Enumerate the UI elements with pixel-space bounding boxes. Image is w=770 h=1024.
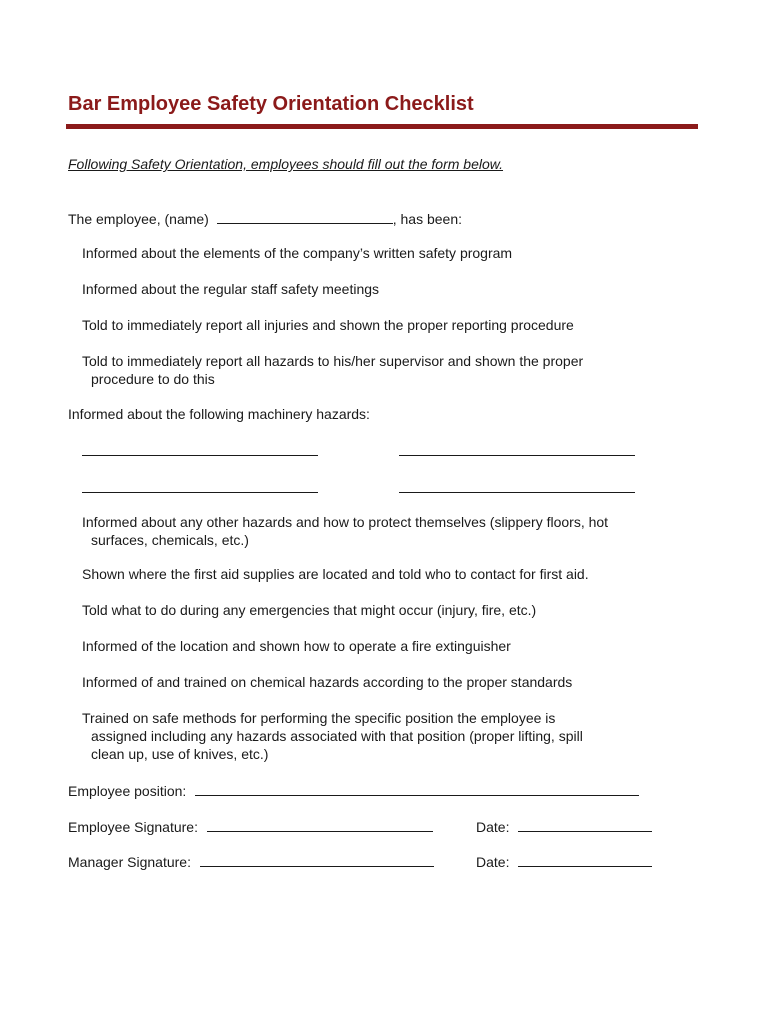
document-title: Bar Employee Safety Orientation Checklist	[68, 93, 474, 115]
checklist-item-staff-meetings	[68, 281, 379, 297]
machinery-hazard-4	[385, 478, 635, 496]
manager-date-field[interactable]	[518, 852, 652, 867]
checklist-item-text: Informed of the location and shown how to operate a fire extinguisher	[82, 638, 511, 654]
checklist-item-safe-methods	[68, 709, 583, 763]
title-rule	[66, 124, 698, 129]
employee-name-line	[68, 209, 462, 227]
checklist-item-safety-program	[68, 245, 512, 261]
manager-signature-field[interactable]	[200, 852, 434, 867]
employee-position-field[interactable]	[195, 781, 639, 796]
employee-position-label: Employee position:	[68, 783, 187, 799]
machinery-hazard-3	[68, 478, 318, 496]
date-label: Date:	[476, 854, 510, 870]
employee-name-field[interactable]	[217, 209, 393, 224]
checklist-item-other-hazards	[68, 513, 608, 549]
checklist-item-text: Informed about any other hazards and how to protect themselves (slippery floors, hot	[82, 514, 609, 530]
intro-text: Following Safety Orientation, employees should fill out the form below.	[68, 156, 504, 172]
machinery-hazard-2	[385, 441, 635, 459]
manager-date-row	[476, 852, 652, 870]
checklist-item-chemical-hazards	[68, 674, 572, 690]
checklist-item-text: Shown where the first aid supplies are located and told who to contact for first aid.	[82, 566, 589, 582]
checklist-item-text: Trained on safe methods for performing the specific position the employee is	[82, 710, 556, 726]
machinery-hazard-field[interactable]	[399, 478, 635, 493]
checklist-item-text-cont: surfaces, chemicals, etc.)	[91, 532, 249, 548]
checklist-item-text: Told what to do during any emergencies that might occur (injury, fire, etc.)	[82, 602, 537, 618]
checklist-item-first-aid	[68, 566, 589, 582]
employee-date-field[interactable]	[518, 817, 652, 832]
checklist-item-report-hazards	[68, 352, 583, 388]
checklist-item-report-injuries	[68, 317, 574, 333]
employee-signature-field[interactable]	[207, 817, 433, 832]
employee-signature-row	[68, 817, 433, 835]
checklist-item-text: Informed about the regular staff safety meetings	[82, 281, 380, 297]
checklist-item-text: Informed about the elements of the company’s written safety program	[82, 245, 513, 261]
manager-signature-label: Manager Signature:	[68, 854, 191, 870]
machinery-hazard-1	[68, 441, 318, 459]
checklist-item-fire-extinguisher	[68, 638, 511, 654]
checklist-item-text: Informed of and trained on chemical hazards according to the proper standards	[82, 674, 573, 690]
checklist-item-text: Told to immediately report all injuries and shown the proper reporting procedure	[82, 317, 574, 333]
checklist-item-text-cont: procedure to do this	[91, 371, 215, 387]
checklist-item-text: Told to immediately report all hazards to his/her supervisor and shown the proper	[82, 353, 584, 369]
machinery-heading: Informed about the following machinery hazards:	[68, 406, 370, 422]
machinery-hazard-field[interactable]	[399, 441, 635, 456]
machinery-hazard-field[interactable]	[82, 441, 318, 456]
manager-signature-row	[68, 852, 434, 870]
date-label: Date:	[476, 819, 510, 835]
checklist-item-emergencies	[68, 602, 536, 618]
employee-name-prefix: The employee, (name)	[68, 211, 209, 227]
employee-position-row	[68, 781, 639, 799]
machinery-hazard-field[interactable]	[82, 478, 318, 493]
employee-signature-label: Employee Signature:	[68, 819, 198, 835]
employee-name-suffix: , has been:	[392, 211, 463, 227]
checklist-item-text-cont: assigned including any hazards associated with that position (proper lifting, spill	[91, 728, 583, 744]
employee-date-row	[476, 817, 652, 835]
checklist-item-text-cont: clean up, use of knives, etc.)	[91, 746, 269, 762]
